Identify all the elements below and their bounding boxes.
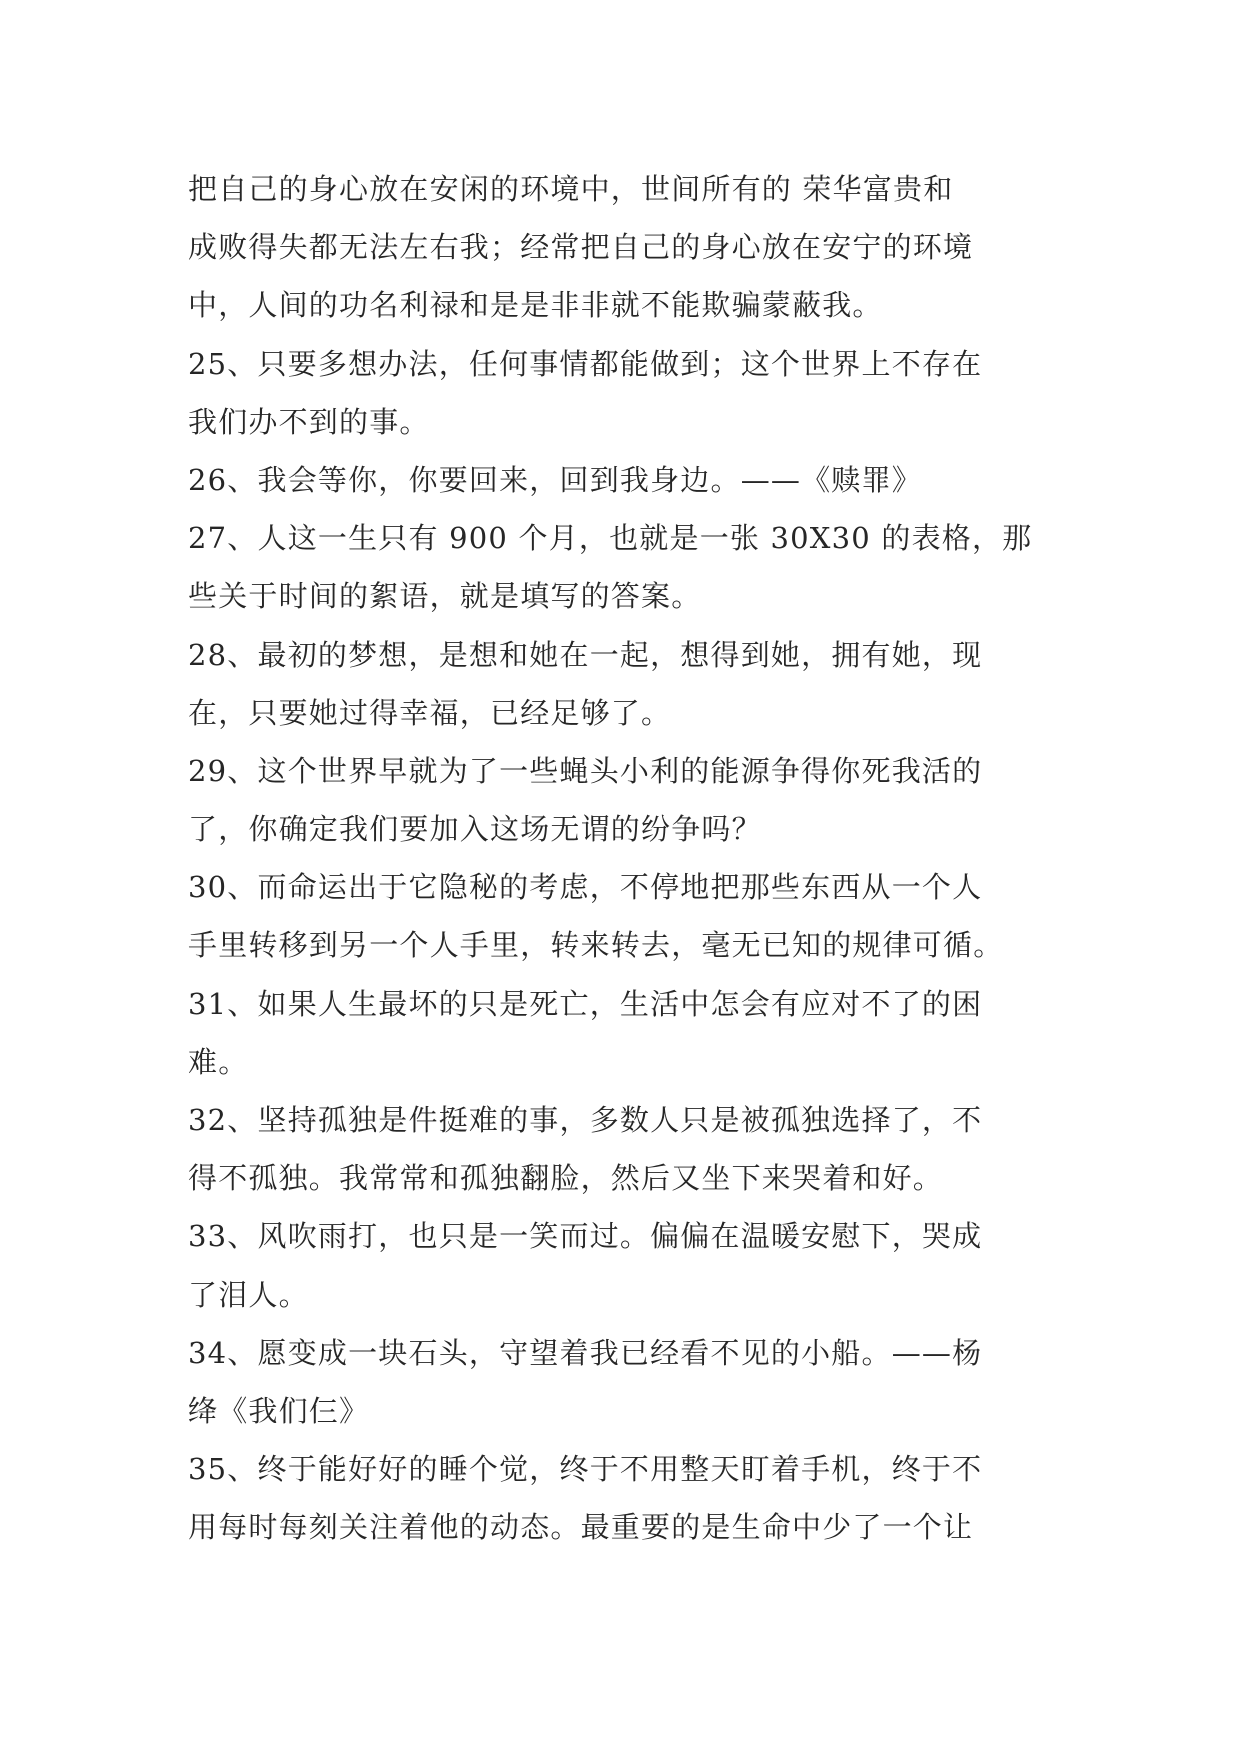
body-text <box>188 160 1058 1557</box>
text-line: 33、风吹雨打，也只是一笑而过。偏偏在温暖安慰下，哭成 <box>188 1219 983 1254</box>
text-line: 了泪人。 <box>188 1277 309 1312</box>
text-line: 28、最初的梦想，是想和她在一起，想得到她，拥有她，现 <box>188 637 983 672</box>
text-line: 了，你确定我们要加入这场无谓的纷争吗？ <box>188 812 762 847</box>
text-line: 30、而命运出于它隐秘的考虑，不停地把那些东西从一个人 <box>188 870 983 905</box>
text-line: 25、只要多想办法，任何事情都能做到；这个世界上不存在 <box>188 346 983 381</box>
text-line: 把自己的身心放在安闲的环境中，世间所有的 荣华富贵和 <box>188 172 954 206</box>
text-line: 绛《我们仨》 <box>188 1393 370 1428</box>
text-line: 29、这个世界早就为了一些蝇头小利的能源争得你死我活的 <box>188 753 983 788</box>
text-line: 手里转移到另一个人手里，转来转去，毫无已知的规律可循。 <box>188 928 1004 963</box>
text-line: 27、人这一生只有 900 个月，也就是一张 30X30 的表格，那 <box>188 521 1033 556</box>
text-line: 我们办不到的事。 <box>188 404 430 439</box>
text-line: 26、我会等你，你要回来，回到我身边。——《赎罪》 <box>188 462 922 497</box>
text-line: 35、终于能好好的睡个觉，终于不用整天盯着手机，终于不 <box>188 1452 983 1487</box>
text-line: 难。 <box>188 1044 249 1079</box>
text-line: 34、愿变成一块石头，守望着我已经看不见的小船。——杨 <box>188 1335 983 1370</box>
text-line: 些关于时间的絮语，就是填写的答案。 <box>188 579 702 614</box>
text-line: 用每时每刻关注着他的动态。最重要的是生命中少了一个让 <box>188 1510 974 1545</box>
text-line: 31、如果人生最坏的只是死亡，生活中怎会有应对不了的困 <box>188 986 983 1021</box>
text-line: 得不孤独。我常常和孤独翻脸，然后又坐下来哭着和好。 <box>188 1161 944 1196</box>
text-line: 中，人间的功名利禄和是是非非就不能欺骗蒙蔽我。 <box>188 288 883 323</box>
text-line: 在，只要她过得幸福，已经足够了。 <box>188 695 672 730</box>
text-line: 成败得失都无法左右我；经常把自己的身心放在安宁的环境 <box>188 230 974 265</box>
text-line: 32、坚持孤独是件挺难的事，多数人只是被孤独选择了，不 <box>188 1103 983 1137</box>
